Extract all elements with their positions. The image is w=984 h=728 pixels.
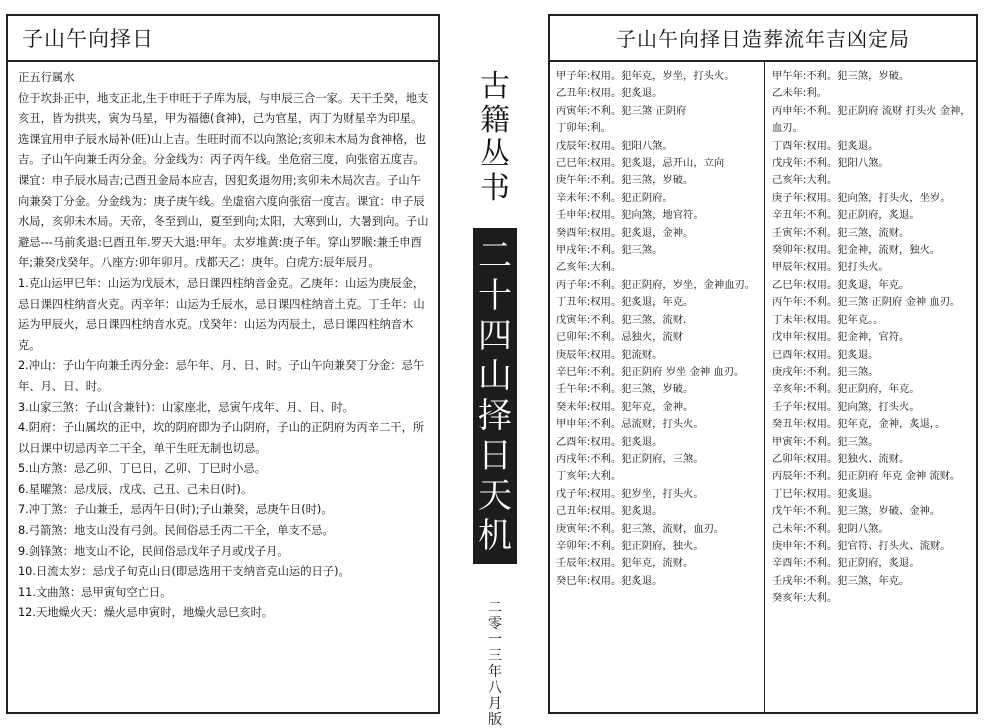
year-entry: 丙戌年:不利。犯正阴府，三煞。 [556, 452, 704, 465]
year-entry: 甲辰年:权用。犯打头火。 [772, 261, 889, 274]
book-spine [466, 70, 524, 728]
year-entry: 壬戌年:不利。犯三煞，年克。 [772, 574, 910, 587]
year-entry: 戊戌年:不利。犯阳八煞。 [772, 157, 889, 170]
year-entry: 丁丑年:权用。犯炙退，年克。 [556, 296, 694, 309]
left-page [6, 14, 440, 714]
year-entry: 丙午年:不利。犯三煞 正阴府 金神 血刃。 [772, 296, 961, 309]
year-entry: 戊辰年:权用。犯阳八煞。 [556, 139, 673, 152]
column-divider [764, 62, 765, 712]
paragraph: 7.冲丁煞：子山兼壬，忌丙午日(时);子山兼癸，忌庚午日(时)。 [18, 503, 333, 517]
paragraph: 2.冲山：子山午向兼壬丙分金：忌午年、月、日、时。子山午向兼癸丁分金：忌午年、月、日、时。 [18, 359, 425, 393]
year-entry: 甲寅年:不利。犯三煞。 [772, 435, 879, 448]
year-entry: 己丑年:权用。犯炙退。 [556, 505, 663, 518]
year-entry: 癸卯年:权用。犯金神，流财，独火。 [772, 244, 941, 257]
paragraph: 5.山方煞：忌乙卯、丁巳日，乙卯、丁巳时小忌。 [18, 462, 267, 476]
year-entry: 甲午年:不利。犯三煞，岁破。 [772, 70, 910, 82]
paragraph: 3.山家三煞：子山(含兼针)：山家座北，忌寅午戌年、月、日、时。 [18, 400, 354, 414]
year-entry: 已酉年:权用。犯炙退。 [772, 348, 879, 361]
year-entry: 壬午年:不利。犯三煞，岁破。 [556, 383, 694, 396]
year-list-left [556, 68, 760, 590]
year-entry: 丙申年:不利。犯正阴府 流财 打头火 金神，血刃。 [772, 104, 971, 135]
year-entry: 丁酉年:权用。犯炙退。 [772, 139, 879, 152]
year-entry: 丙子年:不利。犯正阴府，岁坐，金神血刃。 [556, 278, 756, 291]
year-entry: 丙寅年:不利。犯三煞 正阴府 [556, 104, 687, 117]
year-entry: 已卯年:不利。忌独火，流财 [556, 331, 684, 344]
year-list-right [772, 68, 972, 608]
right-page [548, 14, 978, 714]
year-entry: 癸巳年:权用。犯炙退。 [556, 574, 663, 587]
year-entry: 庚戌年:不利。犯三煞。 [772, 365, 879, 378]
year-entry: 壬寅年:不利。犯三煞，流财。 [772, 226, 910, 239]
year-entry: 己巳年:权用。犯炙退，忌开山，立向 [556, 157, 725, 170]
year-entry: 庚申年:不利。犯官符、打头火、流财。 [772, 539, 951, 552]
left-page-title: 子山午向择日 [8, 16, 438, 62]
year-entry: 辛亥年:不利。犯正阴府，年克。 [772, 383, 920, 396]
year-entry: 庚寅年:不利。犯三煞，流财，血刃。 [556, 522, 725, 535]
year-entry: 癸丑年:权用。犯年克，金神，炙退，。 [772, 418, 946, 431]
year-entry: 丁卯年:利。 [556, 122, 611, 135]
year-entry: 己未年:不利。犯阴八煞。 [772, 522, 889, 535]
paragraph: 位于坎卦正中，地支正北,生于申旺于子库为辰，与申辰三合一家。天干壬癸，地支亥丑，皆为拱夹，寅为马星，甲为福德(食神)，己为官星，丙丁为财星辛为印星。选课宜用申子辰水局补(旺)山上吉。生旺时而不以向煞论;亥卯未木局为食神格，也吉。子山午向兼壬丙分金。分金线为：丙子丙午线。坐危宿三度，向张宿五度吉。课宜：申子辰水局吉;己酉丑金局本应吉，因犯炙退勿用;亥卯未木局次吉。子山午向兼癸丁分金。分金线为：庚子庚午线。坐虚宿六度向张宿一度吉。课宜：申子辰水局，亥卯未木局。天帝，冬至到山，夏至到向;太阳，大寒到山，大暑到向。子山避忌---马前炙退:巳酉丑年.罗天大退:甲年。太岁堆黄:庚子年。穿山罗睺:兼壬申酉年;兼癸戊癸年。八座方:卯年卯月。戊都天乙：庚年。白虎方:辰年辰月。 [18, 91, 429, 270]
year-entry: 丁亥年:大利。 [556, 470, 622, 483]
year-entry: 丁未年:权用。犯年克。。 [772, 313, 884, 326]
year-entry: 庚辰年:权用。犯流财。 [556, 348, 663, 361]
year-entry: 戊子年:权用。犯岁坐，打头火。 [556, 487, 704, 500]
paragraph: 9.剑锋煞：地支山不论，民间俗忌戊年子月或戊子月。 [18, 544, 289, 558]
year-entry: 丁巳年:权用。犯炙退。 [772, 487, 879, 500]
year-entry: 癸酉年:权用。犯炙退，金神。 [556, 226, 694, 239]
left-page-body [18, 68, 432, 624]
year-entry: 庚子年:权用。犯向煞，打头火，坐岁。 [772, 191, 951, 204]
book-title-banner: 二十四山择日天机 [473, 228, 517, 564]
year-entry: 乙巳年:权用。犯炙退，年克。 [772, 278, 910, 291]
year-entry: 壬子年:权用。犯向煞，打头火。 [772, 400, 920, 413]
paragraph: 12.天地燥火天：燥火忌申寅时，地燥火忌巳亥时。 [18, 606, 274, 620]
paragraph: 8.弓箭煞：地支山没有弓剑。民间俗忌壬丙二干全，单支不忌。 [18, 524, 334, 538]
year-entry: 乙未年:利。 [772, 87, 827, 100]
right-page-title: 子山午向择日造葬流年吉凶定局 [550, 16, 976, 62]
year-entry: 乙卯年:权用。犯独火、流财。 [772, 452, 910, 465]
year-entry: 甲申年:不利。忌流财，打头火。 [556, 418, 704, 431]
year-entry: 辛未年:不利。犯正阴府。 [556, 191, 673, 204]
year-entry: 壬申年:权用。犯向煞，地官符。 [556, 209, 704, 222]
paragraph: 10.日流太岁：忌戊子旬克山日(即忌选用干支纳音克山运的日子)。 [18, 565, 350, 579]
paragraph: 11.文曲煞：忌甲寅旬空亡日。 [18, 585, 172, 599]
year-entry: 戊午年:不利。犯三煞，岁破、金神。 [772, 505, 941, 518]
year-entry: 癸未年:权用。犯年克，金神。 [556, 400, 694, 413]
year-entry: 戊寅年:不利。犯三煞，流财. [556, 313, 687, 326]
year-entry: 甲戌年:不利。犯三煞。 [556, 244, 663, 257]
year-entry: 己亥年:大利。 [772, 174, 838, 187]
year-entry: 辛卯年:不利。犯正阴府，独火。 [556, 539, 704, 552]
paragraph: 正五行属水 [18, 71, 75, 84]
year-entry: 乙亥年:大利。 [556, 261, 622, 274]
year-entry: 庚午年:不利。犯三煞，岁破。 [556, 174, 694, 187]
year-entry: 甲子年:权用。犯年克，岁坐，打头火。 [556, 70, 735, 82]
year-entry: 癸亥年:大利。 [772, 592, 838, 605]
edition-label: 二零一三年八月版 [488, 600, 502, 728]
year-entry: 壬辰年:权用。犯年克，流财。 [556, 557, 694, 570]
year-entry: 乙酉年:权用。犯炙退。 [556, 435, 663, 448]
year-entry: 丙辰年:不利。犯正阴府 年克 金神 流财。 [772, 470, 961, 483]
series-name: 古籍丛书 [480, 69, 510, 206]
year-entry: 辛巳年:不利。犯正阴府 岁坐 金神 血刃。 [556, 365, 745, 378]
year-entry: 辛酉年:不利。犯正阴府，炙退。 [772, 557, 920, 570]
paragraph: 1.克山运甲巳年：山运为戊辰木，忌日课四柱纳音金克。乙庚年：山运为庚辰金，忌日课四柱纳音火克。丙辛年：山运为壬辰水，忌日课四柱纳音土克。丁壬年：山运为甲辰火，忌日课四柱纳音水克。戊癸年：山运为丙辰土，忌日课四柱纳音木克。 [18, 276, 425, 352]
year-entry: 辛丑年:不利。犯正阴府，炙退。 [772, 209, 920, 222]
paragraph: 4.阴府：子山属坎的正中，坎的阴府即为子山阴府，子山的正阴府为丙辛二干，所以日课中切忌丙辛二干全，单干生旺无制也切忌。 [18, 421, 425, 455]
year-entry: 乙丑年:权用。犯炙退。 [556, 87, 663, 100]
paragraph: 6.星曜煞：忌戊辰、戊戌、己丑、己未日(时)。 [18, 482, 253, 496]
year-entry: 戊申年:权用。犯金神，官符。 [772, 331, 910, 344]
